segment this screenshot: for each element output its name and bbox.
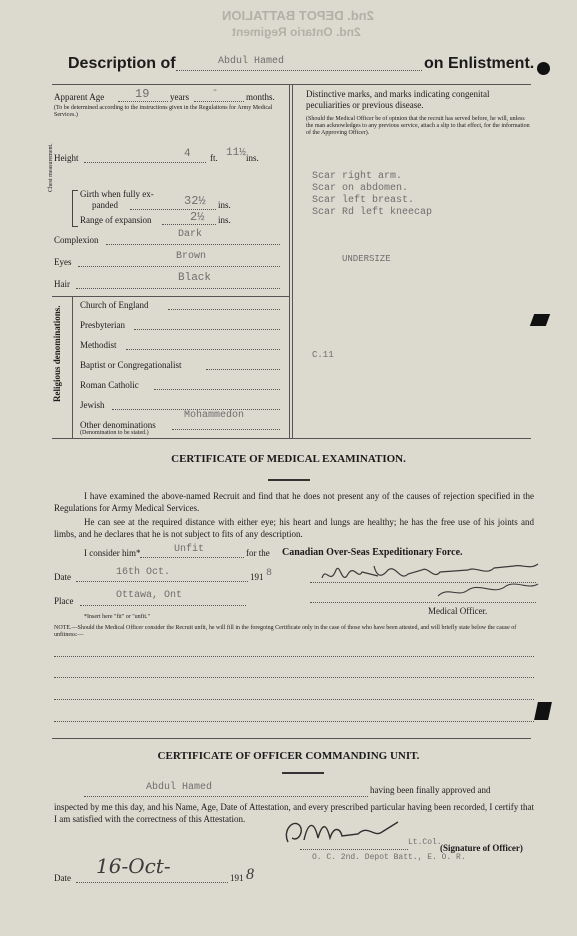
age-note: (To be determined according to the instructions given in the Regulations for Army Medical Services.) (54, 105, 273, 118)
commanding-date-label: Date (54, 873, 71, 883)
medical-para-2: He can see at the required distance with either eye; his heart and lungs are healthy; he has the free use of his joints and limbs, and he declares that he is not subject to fits of any description. (54, 517, 534, 539)
column-divider-2 (289, 84, 290, 438)
place-value: Ottawa, Ont (116, 590, 183, 601)
religion-other-value: Mohammedon (184, 410, 245, 421)
commanding-unit: O. C. 2nd. Depot Batt., E. O. R. (312, 853, 466, 862)
height-label: Height (54, 153, 79, 163)
age-months: - (212, 86, 219, 97)
age-months-label: months. (246, 92, 275, 102)
commanding-name-line (84, 796, 368, 797)
mark-2: Scar on abdomen. (312, 183, 409, 194)
religion-item-3: Methodist (80, 340, 117, 350)
chest-girth-label-1: Girth when fully ex- (80, 189, 154, 199)
age-years-line (118, 101, 168, 102)
chest-range-label: Range of expansion (80, 215, 152, 225)
hair-line (76, 288, 280, 289)
medical-year-prefix: 191 (250, 572, 264, 582)
age-years: 19 (135, 87, 150, 101)
religion-other-label: Other denominations (80, 420, 156, 430)
chest-girth-ins: ins. (218, 200, 231, 210)
height-ins-label: ins. (246, 153, 259, 163)
medical-date-label: Date (54, 572, 71, 582)
religion-divider (72, 296, 73, 438)
medical-officer-signature (318, 556, 542, 606)
commanding-year-prefix: 191 (230, 873, 244, 883)
chest-side-label: Chest measurement. (48, 143, 54, 192)
religion-line-5 (154, 389, 280, 390)
religion-line-3 (126, 349, 280, 350)
commanding-top-rule (52, 738, 531, 739)
height-inches: 11½ (226, 147, 246, 159)
punch-hole (537, 62, 550, 75)
age-years-label: years (170, 92, 189, 102)
chest-girth-label-2: panded (92, 200, 118, 210)
chest-range-value: 2½ (190, 210, 205, 224)
mark-4: Scar Rd left kneecap (312, 207, 433, 218)
religion-line-4 (206, 369, 280, 370)
place-label: Place (54, 596, 74, 606)
mark-3: Scar left breast. (312, 195, 415, 206)
table-bottom-rule (52, 438, 531, 439)
medical-date-line (76, 581, 248, 582)
height-feet: 4 (184, 148, 191, 160)
eyes-label: Eyes (54, 257, 72, 267)
religion-side-label: Religious denominations. (52, 305, 62, 402)
commanding-officer-signature (278, 812, 428, 848)
header-suffix: on Enlistment. (424, 55, 535, 72)
height-ft-label: ft. (210, 153, 218, 163)
medical-para-1: I have examined the above-named Recruit and find that he does not present any of the causes of rejection specified in the Regulations for Army Medical Services. (54, 491, 534, 513)
mark-1: Scar right arm. (312, 171, 403, 182)
cause-line-1 (54, 656, 534, 657)
hair-label: Hair (54, 279, 70, 289)
chest-range-ins: ins. (218, 215, 231, 225)
religion-other-note: (Denomination to be stated.) (80, 430, 149, 436)
commanding-name: Abdul Hamed (146, 782, 213, 793)
medical-date-value: 16th Oct. (116, 567, 171, 578)
hair-value: Black (178, 272, 212, 284)
religion-item-4: Baptist or Congregationalist (80, 360, 182, 370)
chest-range-line (162, 224, 216, 225)
category-code: C.11 (312, 350, 334, 360)
eyes-value: Brown (176, 251, 207, 262)
cause-line-4 (54, 721, 534, 722)
undersize-note: UNDERSIZE (342, 254, 391, 264)
insert-note: *Insert here "fit" or "unfit." (84, 614, 150, 620)
distinctive-title: Distinctive marks, and marks indicating congenital peculiarities or previous disease. (306, 89, 490, 110)
religion-top-rule (52, 296, 289, 297)
eyes-line (78, 266, 280, 267)
commanding-title-rule (282, 772, 324, 774)
commanding-title: CERTIFICATE OF OFFICER COMMANDING UNIT. (157, 750, 420, 762)
medical-title: CERTIFICATE OF MEDICAL EXAMINATION. (171, 453, 406, 465)
age-label: Apparent Age (54, 92, 105, 102)
commanding-year-value: 8 (246, 866, 254, 883)
header-name: Abdul Hamed (218, 56, 285, 67)
header-name-line (176, 70, 422, 71)
commanding-para-1: having been finally approved and (370, 785, 491, 795)
stamp-line-2: 2nd. Ontario Regiment (232, 25, 361, 39)
religion-other-line (172, 429, 280, 430)
religion-item-2: Presbyterian (80, 320, 125, 330)
cause-line-2 (54, 677, 534, 678)
medical-year-value: 8 (266, 568, 273, 579)
stamp-line-1: 2nd. DEPOT BATTALION (222, 8, 374, 23)
commanding-sig-label: (Signature of Officer) (440, 843, 523, 853)
religion-item-1: Church of England (80, 300, 149, 310)
ink-mark (530, 314, 550, 326)
height-line (84, 162, 206, 163)
commanding-rank: Lt.Col. (408, 838, 442, 847)
column-divider (292, 84, 293, 438)
complexion-label: Complexion (54, 235, 99, 245)
commanding-para-2: inspected by me this day, and his Name, Age, Date of Attestation, and every prescribed particular having been recorded, I certify that I am satisfied with the correctness of this Attestation. (54, 802, 534, 824)
distinctive-note: (Should the Medical Officer be of opinion that the recruit has served before, he will, unless the man acknowledges to any previous service, attach a slip to that effect, for the information of the Approving Officer). (306, 116, 530, 136)
commanding-date-line (76, 882, 228, 883)
place-line (80, 605, 246, 606)
medical-officer-label: Medical Officer. (428, 606, 488, 616)
religion-item-5: Roman Catholic (80, 380, 139, 390)
medical-note: NOTE.—Should the Medical Officer consider the Recruit unfit, he will fill in the foregoing Certificate only in the case of those who have been attested, and will briefly state below the cause of unfitness:— (54, 625, 517, 638)
header-prefix: Description of (68, 55, 176, 72)
religion-line-2 (134, 329, 280, 330)
religion-line-1 (168, 309, 280, 310)
religion-item-6: Jewish (80, 400, 105, 410)
chest-girth-value: 32½ (184, 194, 206, 208)
medical-title-rule (268, 479, 310, 481)
complexion-value: Dark (178, 229, 203, 240)
complexion-line (106, 244, 280, 245)
age-months-line (194, 101, 244, 102)
commanding-sig-line (300, 849, 408, 850)
chest-brace (72, 190, 78, 227)
ink-mark-2 (534, 702, 552, 720)
for-label: for the (246, 548, 270, 558)
consider-label: I consider him* (84, 548, 141, 558)
consider-line (140, 557, 244, 558)
consider-value: Unfit (174, 544, 205, 555)
commanding-date-value: 16-Oct- (96, 854, 171, 878)
force-label: Canadian Over-Seas Expeditionary Force. (282, 547, 463, 558)
cause-line-3 (54, 699, 534, 700)
